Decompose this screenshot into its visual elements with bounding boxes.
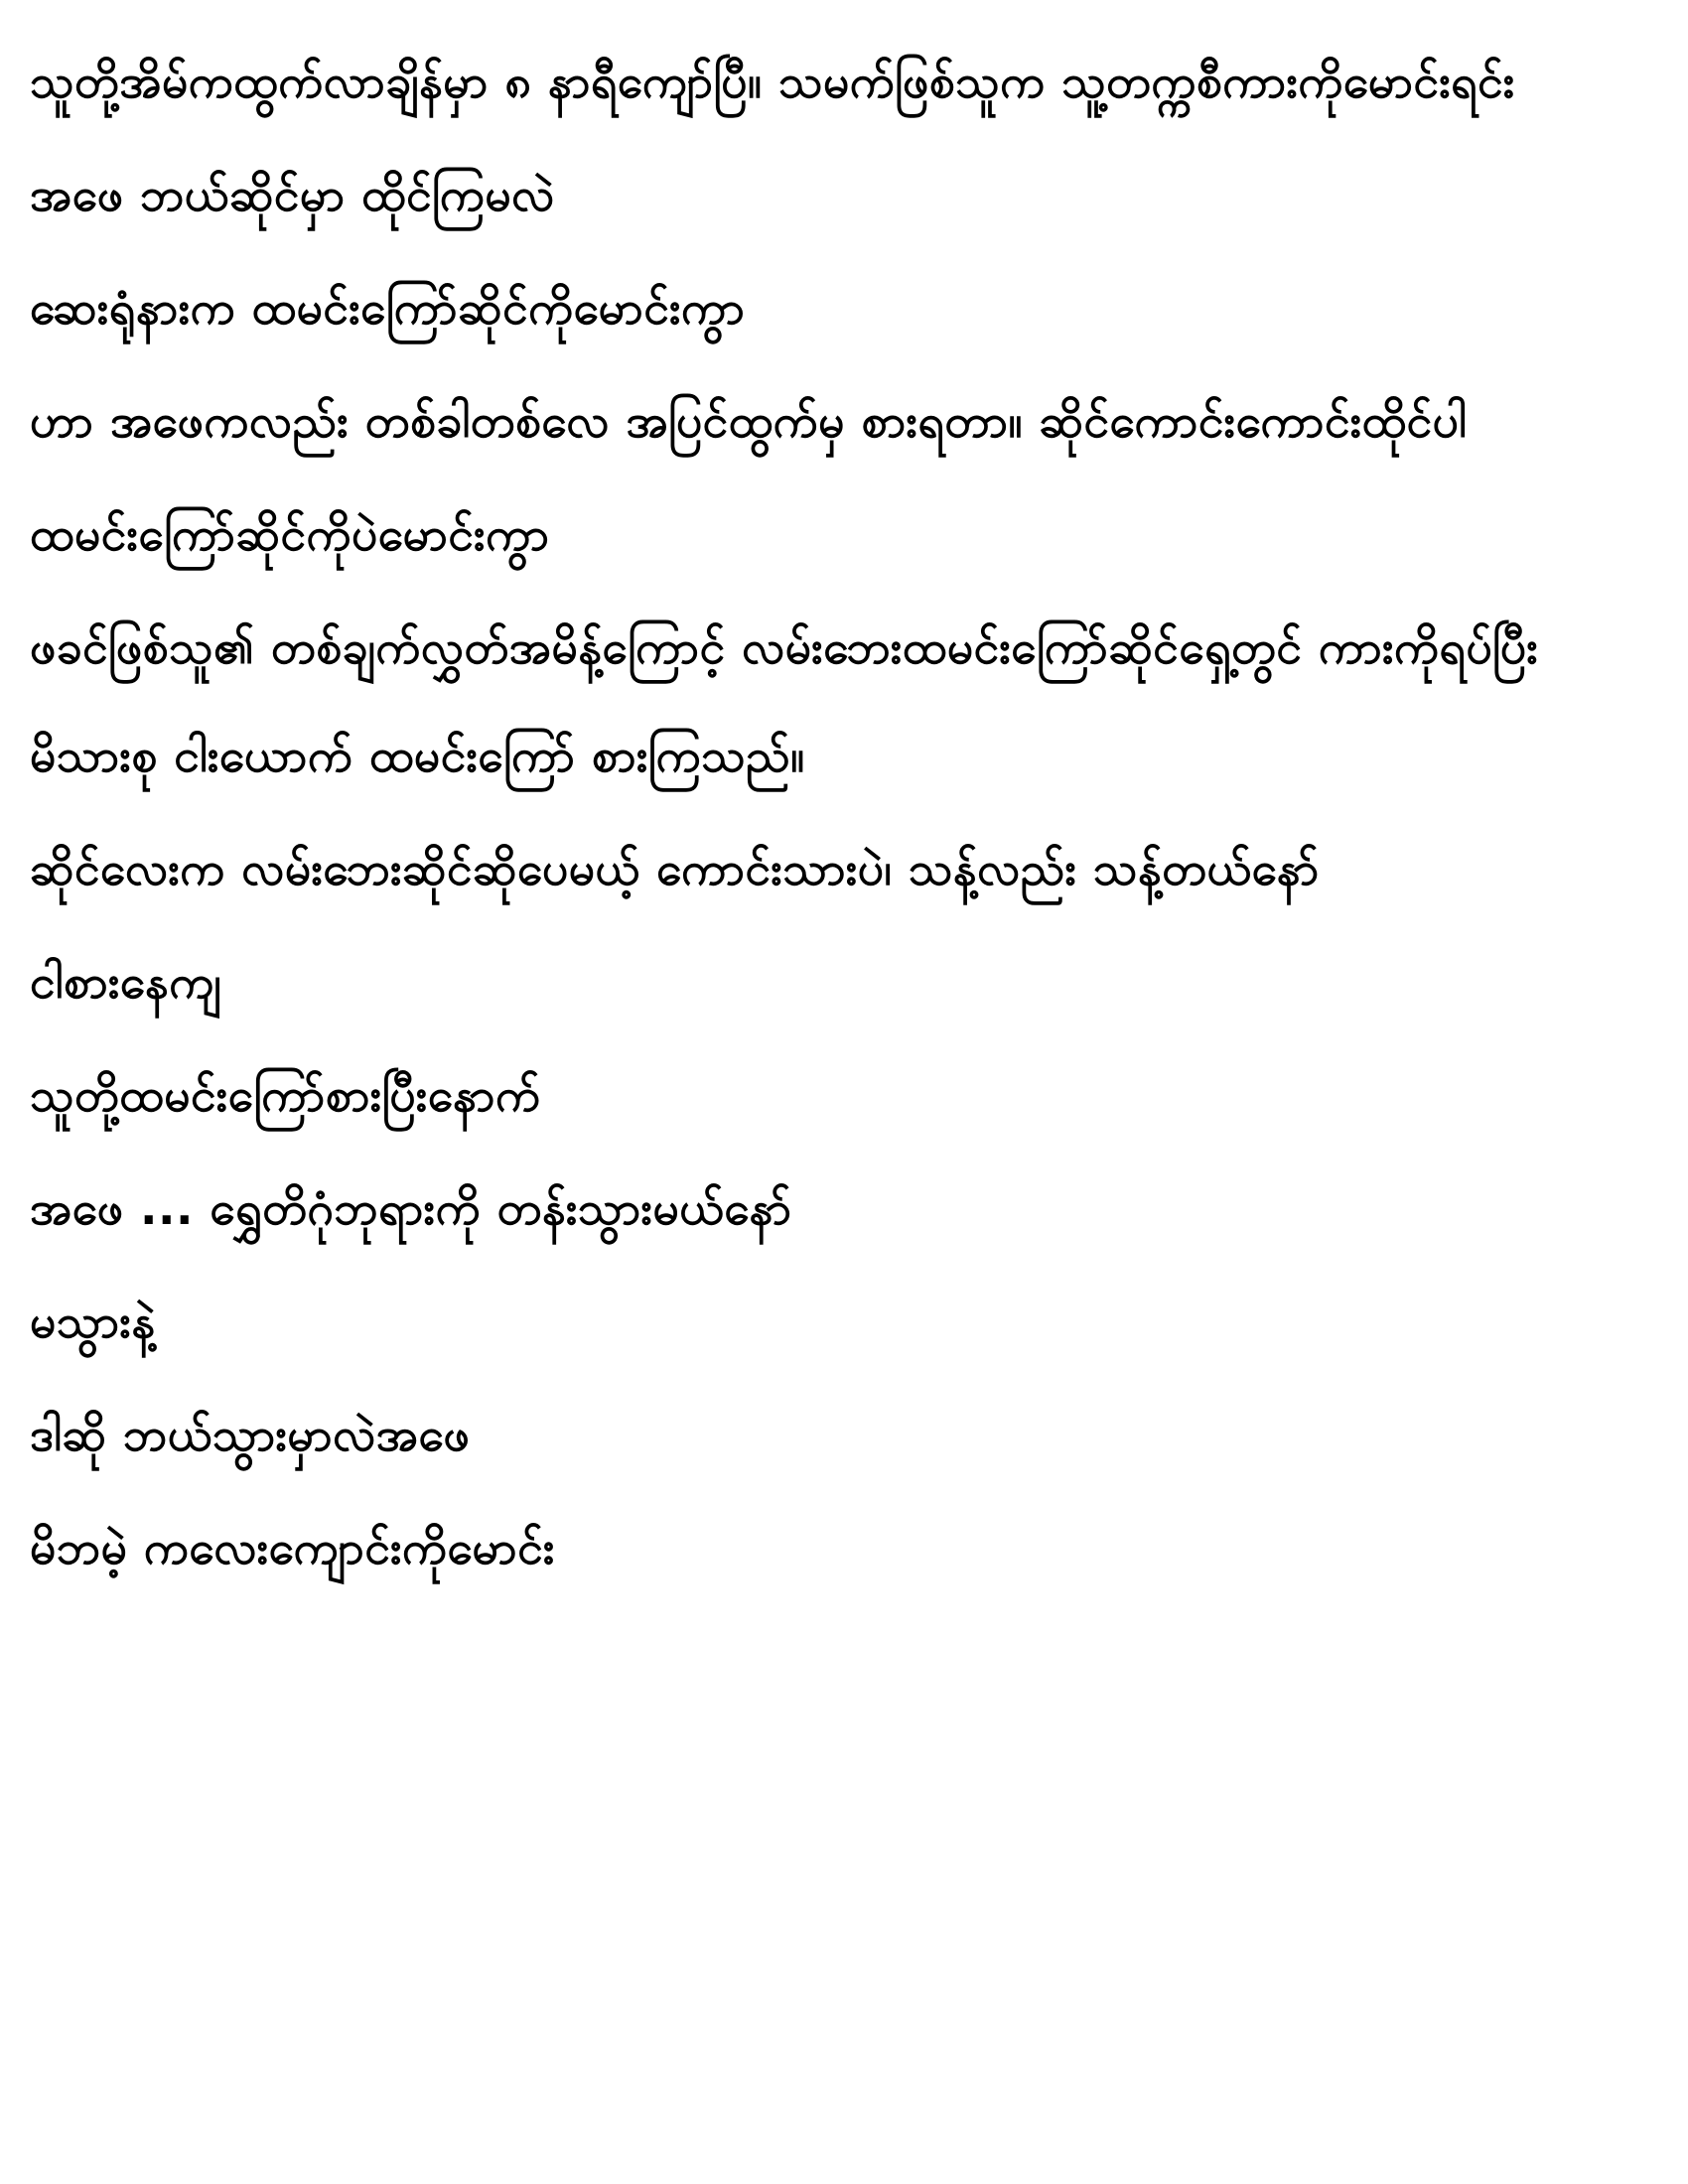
paragraph-7: ဆိုင်လေးက လမ်းဘေးဆိုင်ဆိုပေမယ့် ကောင်းသားပဲ၊ သန့်လည်း သန့်တယ်နော်: [30, 841, 1320, 895]
paragraph-1: သူတို့အိမ်ကထွက်လာချိန်မှာ ၈ နာရီကျော်ပြီ။ သမက်ဖြစ်သူက သူ့တက္ကစီကားကိုမောင်းရင်း: [30, 55, 1515, 108]
paragraph-13: မိဘမဲ့ ကလေးကျောင်းကိုမောင်း: [30, 1521, 555, 1575]
paragraph-5: ထမင်းကြော်ဆိုင်ကိုပဲမောင်းကွာ: [30, 507, 550, 562]
paragraph-11: မသွားနဲ့: [30, 1295, 156, 1349]
paragraph-8: ငါစားနေကျ: [30, 954, 222, 1009]
paragraph-10: အဖေ ... ရွှေတိဂုံဘုရားကို တန်းသွားမယ်နော်: [30, 1180, 792, 1235]
paragraph-2: အဖေ ဘယ်ဆိုင်မှာ ထိုင်ကြမလဲ: [30, 168, 555, 222]
paragraph-12: ဒါဆို ဘယ်သွားမှာလဲအဖေ: [30, 1408, 471, 1462]
paragraph-9: သူတို့ထမင်းကြော်စားပြီးနောက်: [30, 1067, 541, 1122]
paragraph-4: ဟာ အဖေကလည်း တစ်ခါတစ်လေ အပြင်ထွက်မှ စားရတာ။ ဆိုင်ကောင်းကောင်းထိုင်ပါ: [30, 394, 1468, 449]
paragraph-6: ဖခင်ဖြစ်သူ၏ တစ်ချက်လွှတ်အမိန့်ကြောင့် လမ်းဘေးထမင်းကြော်ဆိုင်ရှေ့တွင် ကားကိုရပ်ပြီး မိသားစု ငါးယောက် ထမင်းကြော် စားကြသည်။: [30, 620, 1539, 782]
document-body-text: [30, 28, 1654, 1601]
paragraph-3: ဆေးရုံနားက ထမင်းကြော်ဆိုင်ကိုမောင်းကွာ: [30, 281, 746, 336]
